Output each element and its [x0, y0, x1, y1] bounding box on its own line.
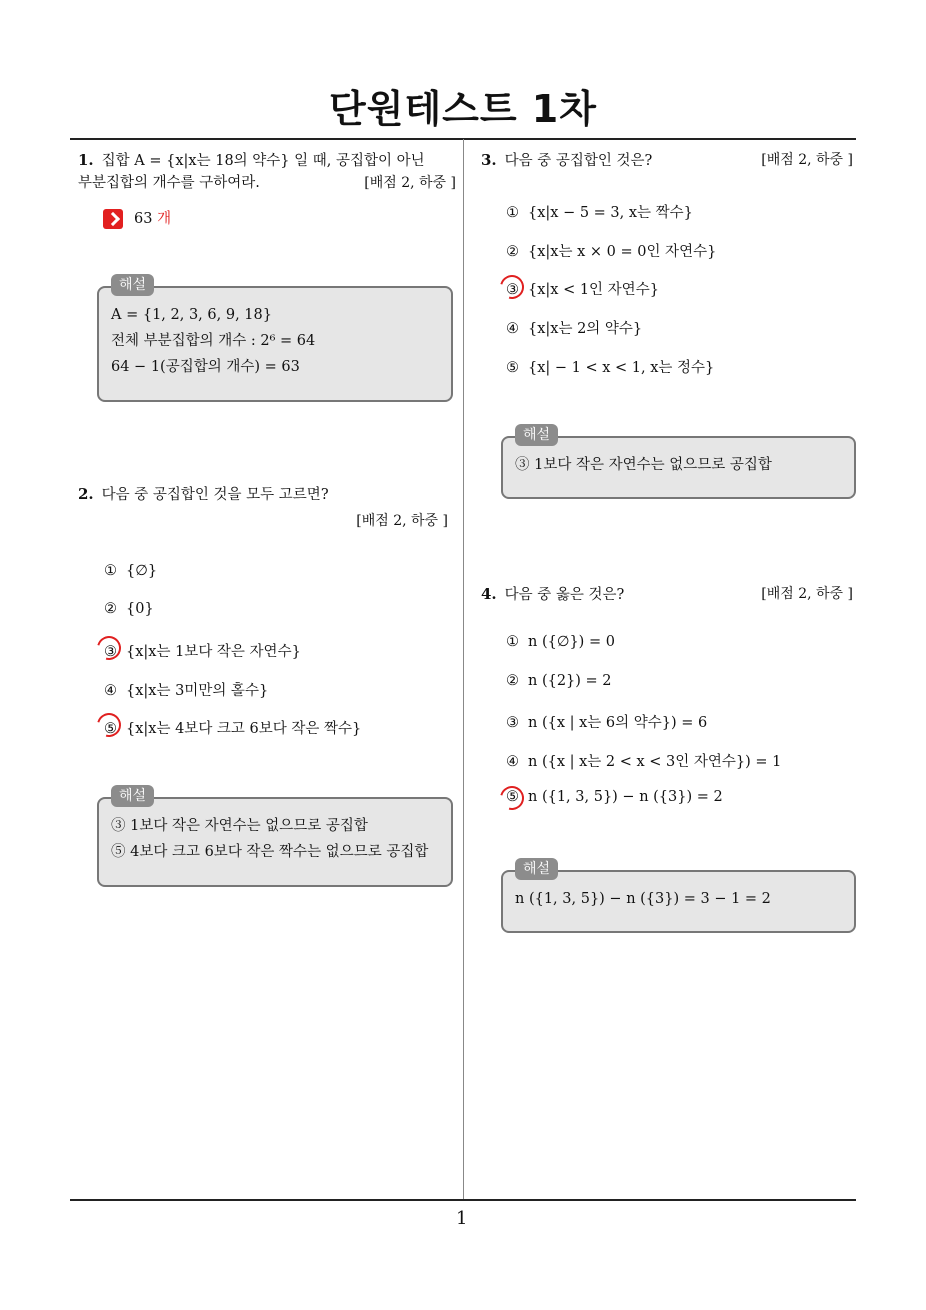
question-number: 2. — [78, 485, 94, 503]
answer-1-value: 63 — [134, 211, 153, 227]
option-text: {x|x는 x × 0 = 0인 자연수} — [528, 244, 717, 260]
question-3-meta: [배점 2, 하중 ] — [761, 152, 853, 168]
explanation-box-3 — [501, 427, 856, 499]
column-divider — [463, 139, 464, 1201]
option-2 — [506, 673, 612, 689]
option-text: {x|x는 2의 약수} — [528, 321, 643, 337]
option-number: ④ — [506, 321, 519, 337]
question-3 — [481, 149, 853, 172]
option-number: ① — [506, 634, 519, 650]
explanation-line: 64 − 1(공집합의 개수) = 63 — [111, 359, 300, 375]
question-1-text: 집합 A = {x|x는 18의 약수} 일 때, 공집합이 아닌 — [101, 153, 425, 169]
explanation-tag: 해설 — [111, 785, 154, 807]
option-2 — [104, 601, 154, 617]
chevron-right-icon — [103, 209, 123, 229]
option-number: ④ — [506, 754, 519, 770]
option-5 — [506, 789, 723, 805]
option-text: {x|x < 1인 자연수} — [528, 282, 659, 298]
option-text: {x|x는 4보다 크고 6보다 작은 짝수} — [126, 721, 362, 737]
option-text: {0} — [126, 601, 154, 617]
question-number: 1. — [78, 151, 94, 169]
option-number: ① — [506, 205, 519, 221]
question-1-line2 — [78, 172, 456, 194]
option-number: ② — [506, 244, 519, 260]
explanation-line: A = {1, 2, 3, 6, 9, 18} — [111, 307, 272, 323]
question-4 — [481, 583, 853, 606]
option-text: {∅} — [126, 563, 158, 579]
explanation-tag: 해설 — [515, 424, 558, 446]
question-2 — [78, 483, 448, 532]
explanation-box-2 — [97, 788, 453, 887]
option-3 — [104, 640, 301, 661]
explanation-line: ③ 1보다 작은 자연수는 없으므로 공집합 — [111, 818, 368, 834]
answer-1-unit: 개 — [157, 211, 172, 227]
explanation-line: ⑤ 4보다 크고 6보다 작은 짝수는 없으므로 공집합 — [111, 844, 429, 860]
question-1 — [78, 149, 456, 194]
option-text: {x|x는 3미만의 홀수} — [126, 683, 269, 699]
question-2-meta-row — [78, 510, 448, 532]
option-text: n ({2}) = 2 — [528, 673, 612, 689]
answer-1 — [134, 207, 171, 228]
question-2-meta: [배점 2, 하중 ] — [356, 513, 448, 529]
question-3-line1 — [481, 149, 853, 172]
option-4 — [506, 317, 642, 338]
option-number: ② — [506, 673, 519, 689]
option-number: ⑤ — [104, 721, 117, 737]
question-4-meta: [배점 2, 하중 ] — [761, 586, 853, 602]
option-3 — [506, 711, 707, 732]
explanation-line: 전체 부분집합의 개수 : 2⁶ = 64 — [111, 333, 316, 349]
option-number: ③ — [506, 715, 519, 731]
option-1 — [506, 201, 693, 222]
option-text: {x| − 1 < x < 1, x는 정수} — [528, 360, 715, 376]
question-2-text: 다음 중 공집합인 것을 모두 고르면? — [101, 487, 329, 503]
option-text: n ({x | x는 6의 약수}) = 6 — [528, 715, 708, 731]
option-5 — [506, 356, 714, 377]
option-text: n ({∅}) = 0 — [528, 634, 615, 650]
question-4-text: 다음 중 옳은 것은? — [504, 587, 625, 603]
option-number: ⑤ — [506, 360, 519, 376]
question-number: 4. — [481, 585, 497, 603]
option-text: {x|x − 5 = 3, x는 짝수} — [528, 205, 693, 221]
option-number: ② — [104, 601, 117, 617]
option-text: n ({1, 3, 5}) − n ({3}) = 2 — [528, 789, 723, 805]
option-2 — [506, 240, 716, 261]
explanation-line: n ({1, 3, 5}) − n ({3}) = 3 − 1 = 2 — [515, 891, 771, 907]
explanation-box-4 — [501, 861, 856, 933]
option-number: ⑤ — [506, 789, 519, 805]
page-title: 단원테스트 1차 — [329, 87, 597, 131]
explanation-box-1 — [97, 277, 453, 402]
option-number: ③ — [506, 282, 519, 298]
option-4 — [104, 679, 268, 700]
option-text: {x|x는 1보다 작은 자연수} — [126, 644, 301, 660]
bottom-rule — [70, 1199, 856, 1201]
question-4-line1 — [481, 583, 853, 606]
question-2-line1 — [78, 483, 448, 506]
option-4 — [506, 750, 781, 771]
option-number: ④ — [104, 683, 117, 699]
explanation-tag: 해설 — [111, 274, 154, 296]
option-5 — [104, 717, 361, 738]
option-1 — [506, 634, 615, 650]
option-1 — [104, 563, 157, 579]
option-number: ① — [104, 563, 117, 579]
explanation-tag: 해설 — [515, 858, 558, 880]
question-number: 3. — [481, 151, 497, 169]
option-3 — [506, 278, 659, 299]
question-3-text: 다음 중 공집합인 것은? — [504, 153, 653, 169]
answer-circle-mark — [496, 782, 529, 815]
question-1-meta: [배점 2, 하중 ] — [364, 175, 456, 191]
question-1-text-2: 부분집합의 개수를 구하여라. — [78, 175, 260, 191]
page-number: 1 — [456, 1208, 468, 1229]
option-text: n ({x | x는 2 < x < 3인 자연수}) = 1 — [528, 754, 782, 770]
explanation-line: ③ 1보다 작은 자연수는 없으므로 공집합 — [515, 457, 772, 473]
option-number: ③ — [104, 644, 117, 660]
question-1-line1 — [78, 149, 456, 172]
